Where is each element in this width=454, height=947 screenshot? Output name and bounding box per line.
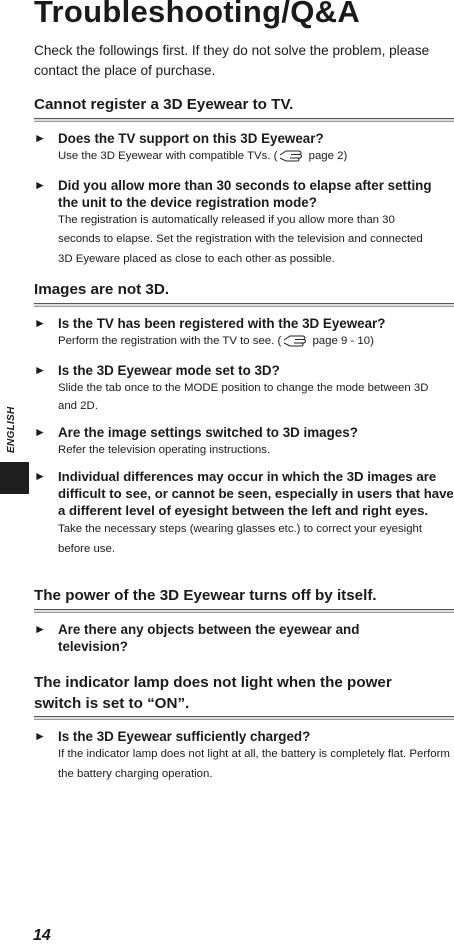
answer: If the indicator lamp does not light at all, the battery is completely flat. Perform the battery charging operation. — [58, 748, 450, 780]
answer: Refer the television operating instructions. — [58, 443, 271, 456]
language-side-label: ENGLISH — [6, 406, 17, 453]
question: Are the image settings switched to 3D images? — [58, 424, 358, 440]
section-heading: The power of the 3D Eyewear turns off by itself. — [34, 587, 377, 604]
answer: Take the necessary steps (wearing glasses etc.) to correct your eyesight before use. — [58, 522, 423, 555]
section-power-turns-off — [34, 586, 454, 655]
bullet-arrow-icon: ► — [34, 362, 46, 377]
intro-text: Check the followings first. If they do not solve the problem, please contact the place of purchase. — [34, 43, 430, 78]
section-heading: The indicator lamp does not light when the power switch is set to “ON”. — [34, 674, 392, 712]
qa-item — [34, 362, 454, 415]
page-title: Troubleshooting/Q&A — [34, 0, 361, 29]
section-heading: Cannot register a 3D Eyewear to TV. — [34, 96, 294, 113]
section-divider — [34, 118, 454, 122]
qa-item — [34, 468, 454, 559]
section-divider — [34, 716, 454, 720]
question: Is the TV has been registered with the 3D Eyewear? — [58, 315, 386, 331]
reference-hand-icon — [283, 334, 307, 353]
qa-item — [34, 621, 454, 655]
page-number: 14 — [33, 927, 51, 944]
answer: The registration is automatically released if you allow more than 30 seconds to elapse. Set the registration with the television and connected 3D Eyeware placed as close to each other as possible. — [58, 213, 423, 265]
qa-item — [34, 130, 454, 168]
section-cannot-register — [34, 95, 454, 269]
bullet-arrow-icon: ► — [34, 468, 46, 483]
bullet-arrow-icon: ► — [34, 315, 46, 330]
bullet-arrow-icon: ► — [34, 177, 46, 192]
answer: Slide the tab once to the MODE position to change the mode between 3D and 2D. — [58, 381, 429, 412]
answer: Perform the registration with the TV to see. ( page 9 - 10) — [58, 332, 454, 353]
reference-hand-icon — [279, 149, 303, 168]
bullet-arrow-icon: ► — [34, 621, 46, 636]
qa-item — [34, 728, 454, 784]
question: Are there any objects between the eyewear and television? — [58, 621, 360, 654]
question: Is the 3D Eyewear sufficiently charged? — [58, 729, 311, 744]
section-divider — [34, 303, 454, 307]
section-images-not-3d — [34, 280, 454, 559]
language-side-tab — [0, 462, 29, 494]
bullet-arrow-icon: ► — [34, 729, 46, 743]
answer: Use the 3D Eyewear with compatible TVs. ( page 2) — [58, 147, 454, 168]
qa-item — [34, 424, 454, 459]
bullet-arrow-icon: ► — [34, 424, 46, 439]
section-divider — [34, 609, 454, 613]
qa-item — [34, 315, 454, 353]
question: Individual differences may occur in which the 3D images are difficult to see, or cannot be seen, especially in users that have a different level of eyesight between the left and right eyes. — [58, 468, 454, 518]
question: Is the 3D Eyewear mode set to 3D? — [58, 362, 280, 378]
question: Does the TV support on this 3D Eyewear? — [58, 130, 324, 146]
question: Did you allow more than 30 seconds to elapse after setting the unit to the device registration mode? — [58, 177, 432, 210]
qa-item — [34, 177, 454, 270]
bullet-arrow-icon: ► — [34, 130, 46, 145]
section-heading: Images are not 3D. — [34, 281, 170, 298]
section-indicator-lamp — [34, 673, 454, 784]
